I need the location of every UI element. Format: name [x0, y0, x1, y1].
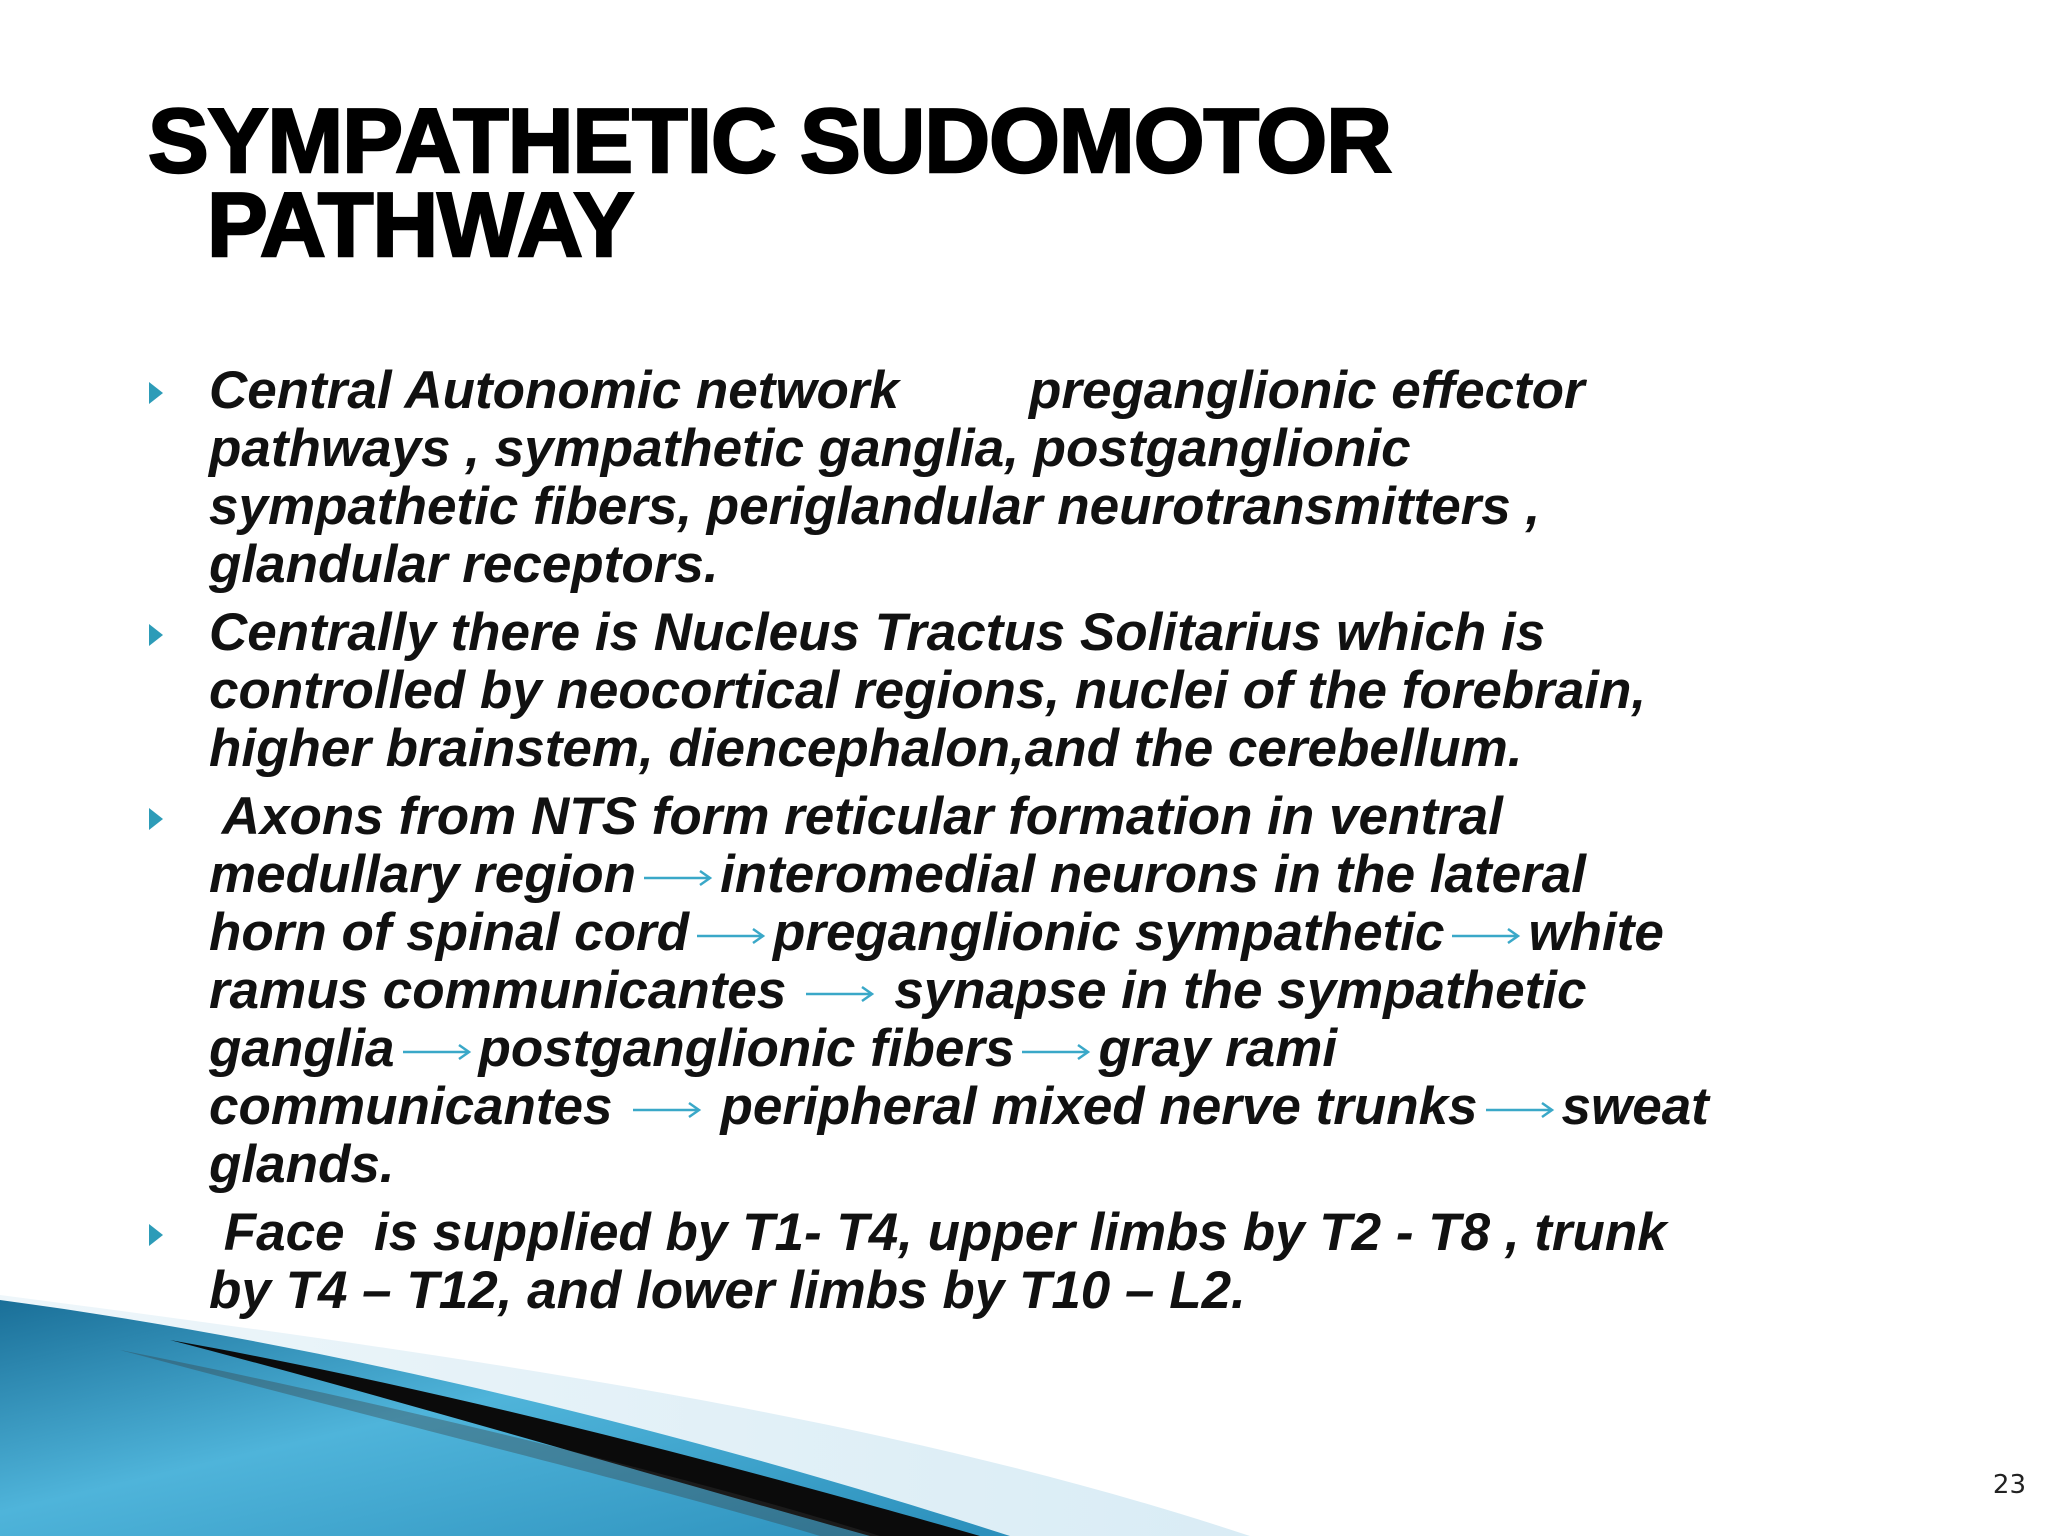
- bullet-line: glands.: [209, 1135, 395, 1194]
- text-segment: postganglionic fibers: [478, 1019, 1015, 1078]
- bullet-line: [209, 362, 2020, 420]
- text-segment: gray rami: [1098, 1019, 1338, 1078]
- bullet-line: Face is supplied by T1- T4, upper limbs by T2 - T8 , trunk: [209, 1203, 1667, 1262]
- bullet-line: controlled by neocortical regions, nuclei of the forebrain,: [209, 661, 1647, 720]
- bullet-item: [140, 362, 2020, 594]
- text-segment: preganglionic effector: [1029, 361, 1585, 420]
- triangle-bullet-icon: [149, 382, 163, 404]
- bullet-line: Axons from NTS form reticular formation in ventral: [209, 787, 1503, 846]
- bullet-line: [209, 846, 2020, 904]
- text-segment: horn of spinal cord: [209, 903, 689, 962]
- title-line-1: SYMPATHETIC SUDOMOTOR: [148, 91, 1391, 192]
- text-segment: peripheral mixed nerve trunks: [720, 1077, 1478, 1136]
- right-arrow-icon: [695, 926, 767, 946]
- bullet-line: [209, 1020, 2020, 1078]
- bullet-line: higher brainstem, diencephalon,and the cerebellum.: [209, 719, 1523, 778]
- bullet-item: [140, 604, 2020, 778]
- right-arrow-icon: [642, 868, 714, 888]
- triangle-bullet-icon: [149, 1224, 163, 1246]
- triangle-bullet-icon: [149, 624, 163, 646]
- bullet-line: pathways , sympathetic ganglia, postganglionic: [209, 419, 1411, 478]
- bullet-line: by T4 – T12, and lower limbs by T10 – L2.: [209, 1261, 1246, 1320]
- bullet-line: Centrally there is Nucleus Tractus Solitarius which is: [209, 603, 1546, 662]
- bullet-list: [140, 362, 2020, 1330]
- right-arrow-icon: [1484, 1100, 1556, 1120]
- right-arrow-icon: [631, 1100, 703, 1120]
- bullet-line: glandular receptors.: [209, 535, 719, 594]
- right-arrow-icon: [401, 1042, 473, 1062]
- bullet-line: [209, 1078, 2020, 1136]
- text-segment: synapse in the sympathetic: [894, 961, 1587, 1020]
- bullet-line: [209, 904, 2020, 962]
- bullet-line: [209, 962, 2020, 1020]
- page-number: 23: [1992, 1470, 2026, 1500]
- text-segment: interomedial neurons in the lateral: [720, 845, 1586, 904]
- text-segment: ramus communicantes: [209, 961, 787, 1020]
- right-arrow-icon: [804, 984, 876, 1004]
- text-segment: white: [1528, 903, 1664, 962]
- bullet-item: [140, 788, 2020, 1194]
- bullet-line: sympathetic fibers, periglandular neurotransmitters ,: [209, 477, 1541, 536]
- text-segment: Central Autonomic network: [209, 361, 900, 420]
- text-segment: sweat: [1561, 1077, 1709, 1136]
- triangle-bullet-icon: [149, 808, 163, 830]
- right-arrow-icon: [1020, 1042, 1092, 1062]
- text-segment: communicantes: [209, 1077, 613, 1136]
- text-segment: ganglia: [209, 1019, 395, 1078]
- text-segment: preganglionic sympathetic: [772, 903, 1445, 962]
- title-line-2: PATHWAY: [207, 175, 634, 276]
- text-segment: medullary region: [209, 845, 637, 904]
- slide-title: [148, 91, 1391, 276]
- right-arrow-icon: [1450, 926, 1522, 946]
- bullet-item: [140, 1204, 2020, 1320]
